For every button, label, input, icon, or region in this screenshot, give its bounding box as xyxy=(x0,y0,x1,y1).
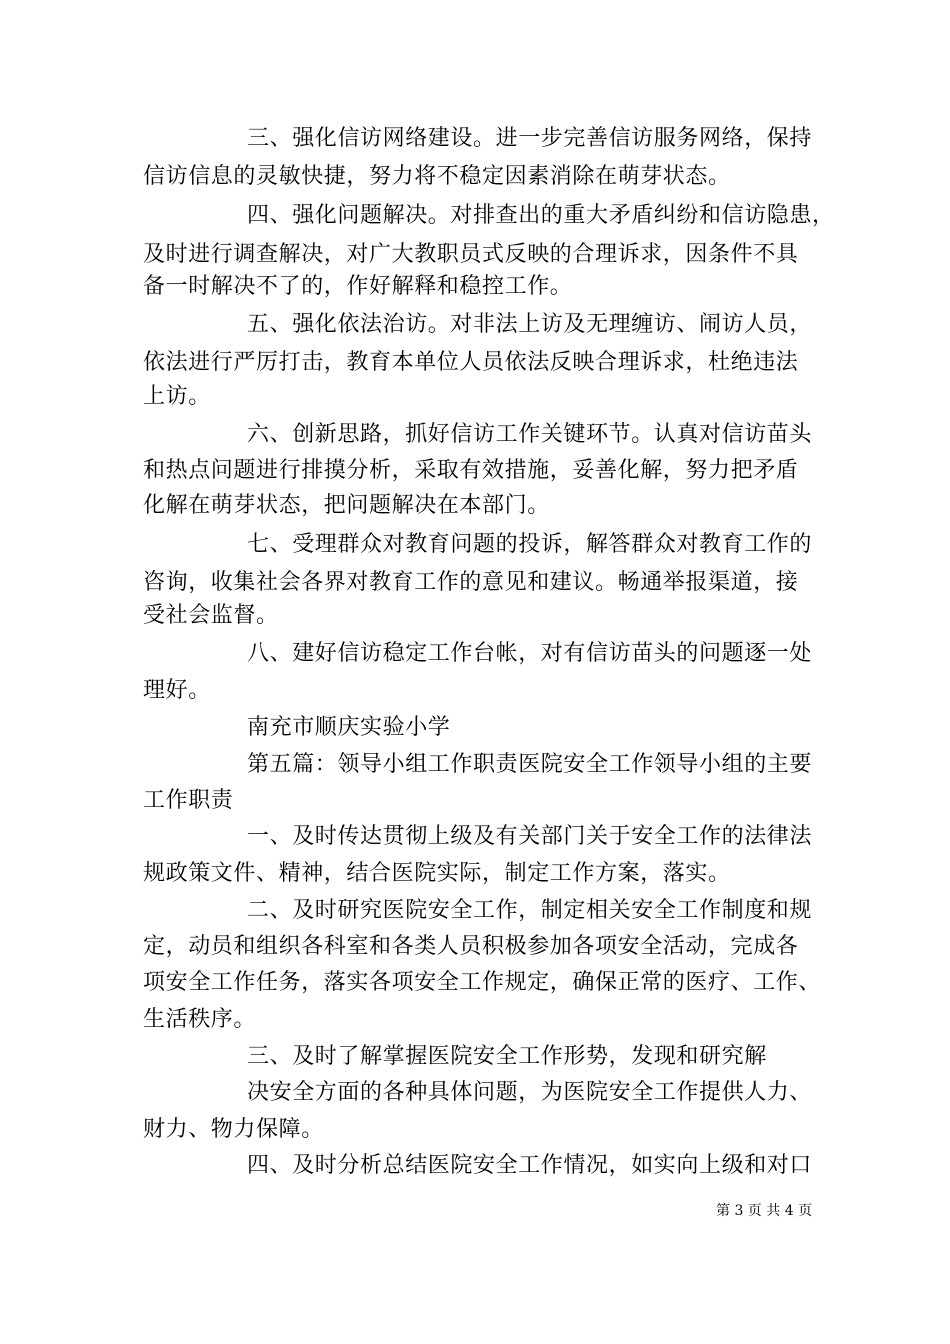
body-line: 三、强化信访网络建设。进一步完善信访服务网络，保持 xyxy=(247,126,813,151)
section-heading: 第五篇：领导小组工作职责医院安全工作领导小组的主要 xyxy=(247,752,813,777)
body-line: 生活秩序。 xyxy=(143,1007,257,1032)
signature-line: 南充市顺庆实验小学 xyxy=(247,715,451,740)
body-line: 理好。 xyxy=(143,678,211,703)
body-line: 及时进行调查解决，对广大教职员式反映的合理诉求，因条件不具 xyxy=(143,242,799,267)
body-line: 和热点问题进行排摸分析，采取有效措施，妥善化解，努力把矛盾 xyxy=(143,458,799,483)
body-line: 四、及时分析总结医院安全工作情况，如实向上级和对口 xyxy=(247,1153,813,1178)
body-line: 三、及时了解掌握医院安全工作形势，发现和研究解 xyxy=(247,1044,767,1069)
page-number-footer: 第 3 页 共 4 页 xyxy=(716,1203,813,1219)
body-line: 备一时解决不了的，作好解释和稳控工作。 xyxy=(143,274,573,299)
body-line: 一、及时传达贯彻上级及有关部门关于安全工作的法律法 xyxy=(247,824,813,849)
body-line: 化解在萌芽状态，把问题解决在本部门。 xyxy=(143,493,550,518)
body-line: 上访。 xyxy=(143,384,211,409)
body-line: 财力、物力保障。 xyxy=(143,1117,324,1142)
body-line: 依法进行严厉打击，教育本单位人员依法反映合理诉求，杜绝违法 xyxy=(143,350,799,375)
body-line: 项安全工作任务，落实各项安全工作规定，确保正常的医疗、工作、 xyxy=(143,970,822,995)
body-line: 工作职责 xyxy=(143,788,234,813)
body-line: 咨询，收集社会各界对教育工作的意见和建议。畅通举报渠道，接 xyxy=(143,570,799,595)
body-line: 规政策文件、精神，结合医院实际，制定工作方案，落实。 xyxy=(143,861,731,886)
body-line: 七、受理群众对教育问题的投诉，解答群众对教育工作的 xyxy=(247,532,813,557)
body-line: 定，动员和组织各科室和各类人员积极参加各项安全活动，完成各 xyxy=(143,934,799,959)
body-line: 决安全方面的各种具体问题，为医院安全工作提供人力、 xyxy=(247,1080,813,1105)
body-line: 五、强化依法治访。对非法上访及无理缠访、闹访人员， xyxy=(247,312,813,337)
body-line: 信访信息的灵敏快捷，努力将不稳定因素消除在萌芽状态。 xyxy=(143,164,731,189)
body-line: 四、强化问题解决。对排查出的重大矛盾纠纷和信访隐患， xyxy=(247,203,835,228)
body-line: 二、及时研究医院安全工作，制定相关安全工作制度和规 xyxy=(247,898,813,923)
body-line: 受社会监督。 xyxy=(143,603,279,628)
body-line: 六、创新思路，抓好信访工作关键环节。认真对信访苗头 xyxy=(247,422,813,447)
body-line: 八、建好信访稳定工作台帐，对有信访苗头的问题逐一处 xyxy=(247,641,813,666)
